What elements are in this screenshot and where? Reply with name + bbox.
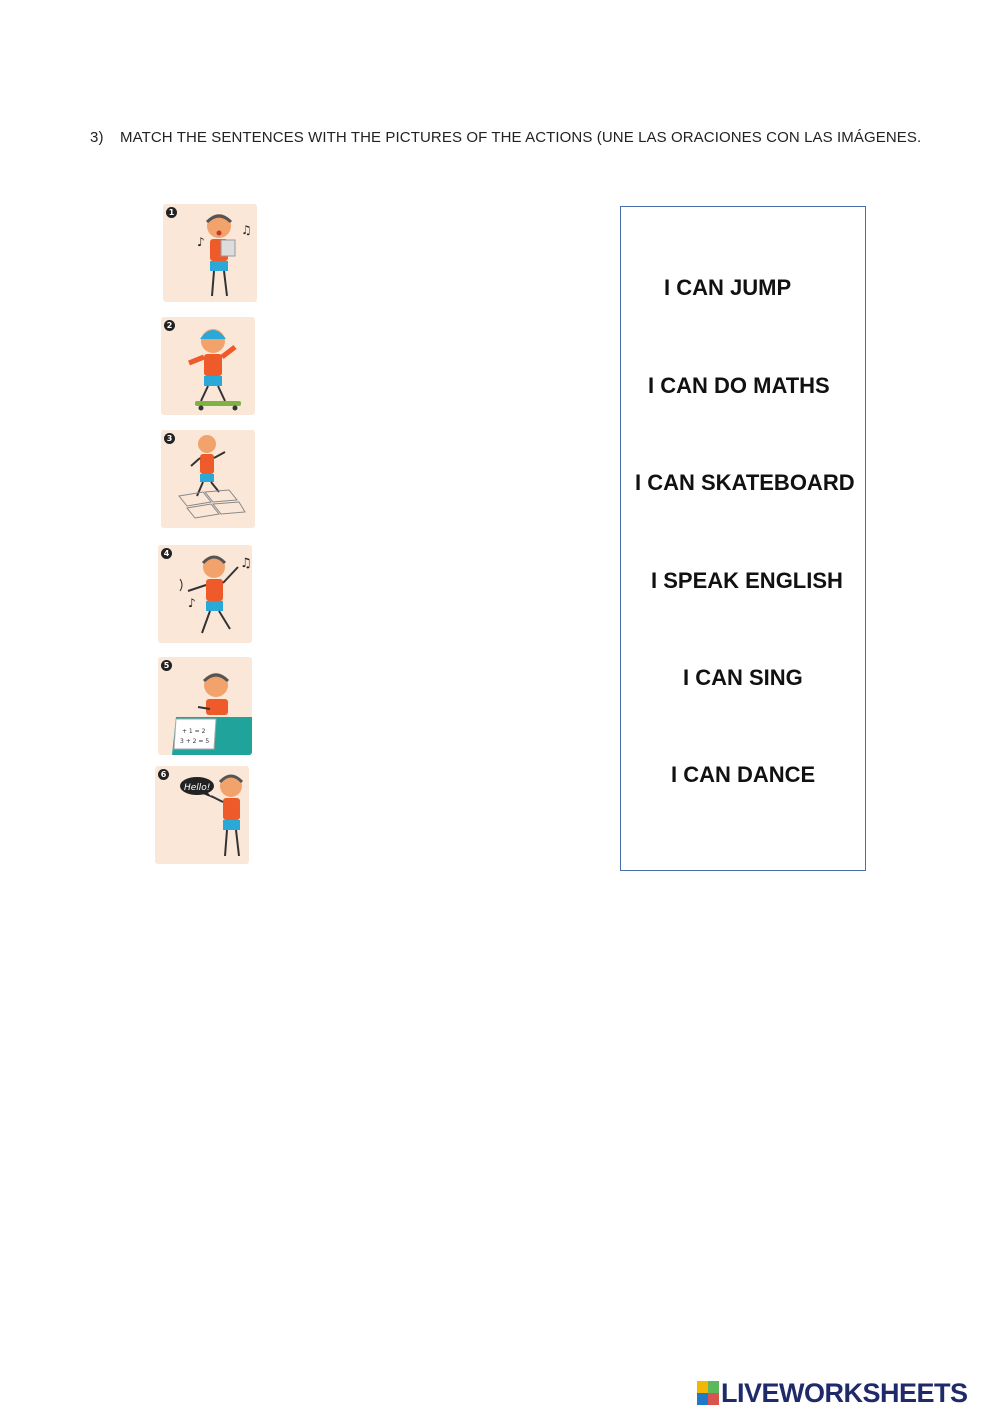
picture-card-3[interactable] xyxy=(161,430,255,528)
svg-text:+ 1 = 2: + 1 = 2 xyxy=(182,728,206,735)
instruction-number: 3) xyxy=(90,129,104,146)
sentence-item[interactable]: I CAN DO MATHS xyxy=(648,373,830,398)
instruction-text: MATCH THE SENTENCES WITH THE PICTURES OF THE ACTIONS (UNE LAS ORACIONES CON LAS IMÁGENES. xyxy=(120,129,922,146)
svg-text:♫: ♫ xyxy=(240,556,252,571)
svg-text:3 + 2 = 5: 3 + 2 = 5 xyxy=(180,738,210,745)
picture-number-badge: 2 xyxy=(164,320,175,331)
picture-number-badge: 4 xyxy=(161,548,172,559)
boy-dancing-icon xyxy=(158,545,252,643)
instruction-line xyxy=(90,129,921,146)
boy-skateboarding-icon xyxy=(161,317,255,415)
picture-number-badge: 5 xyxy=(161,660,172,671)
boy-doing-maths-icon xyxy=(158,657,252,755)
picture-number-badge: 1 xyxy=(166,207,177,218)
picture-card-1[interactable] xyxy=(163,204,257,302)
picture-card-5[interactable] xyxy=(158,657,252,755)
svg-text:♫: ♫ xyxy=(241,223,252,237)
picture-card-2[interactable] xyxy=(161,317,255,415)
sentence-item[interactable]: I CAN DANCE xyxy=(671,762,816,787)
sentence-item[interactable]: I CAN SKATEBOARD xyxy=(635,470,855,495)
speech-bubble-text: Hello! xyxy=(184,783,211,793)
boy-singing-icon xyxy=(163,204,257,302)
boy-jumping-icon xyxy=(161,430,255,528)
picture-card-4[interactable] xyxy=(158,545,252,643)
liveworksheets-logo xyxy=(697,1378,968,1408)
picture-number-badge: 6 xyxy=(158,769,169,780)
sentence-item[interactable]: I CAN SING xyxy=(683,665,803,690)
logo-mark-icon xyxy=(697,1381,719,1405)
logo-text: LIVEWORKSHEETS xyxy=(721,1377,968,1408)
svg-text:♪: ♪ xyxy=(197,235,205,249)
boy-speaking-icon xyxy=(155,766,249,864)
sentence-item[interactable]: I SPEAK ENGLISH xyxy=(651,568,843,593)
svg-text:♪: ♪ xyxy=(188,596,196,610)
sentence-item[interactable]: I CAN JUMP xyxy=(664,275,792,300)
picture-number-badge: 3 xyxy=(164,433,175,444)
picture-card-6[interactable] xyxy=(155,766,249,864)
